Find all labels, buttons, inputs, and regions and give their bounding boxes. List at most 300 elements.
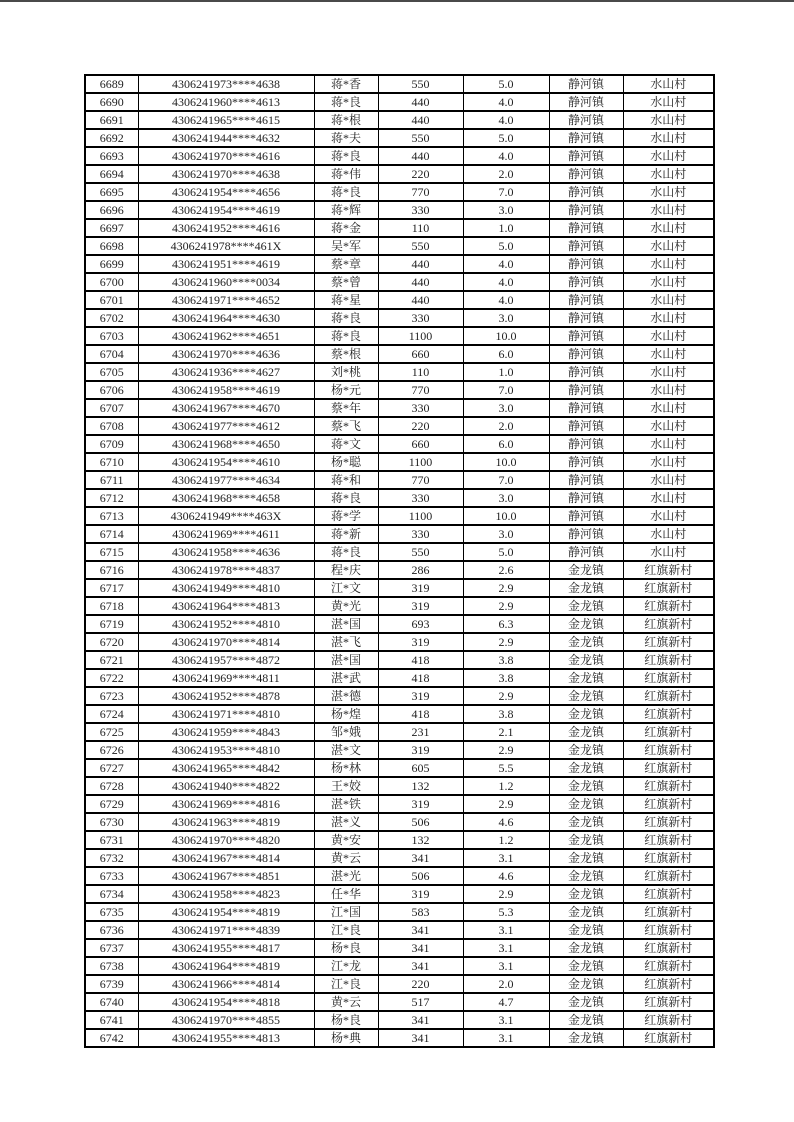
cell-id-number: 4306241967****4851 xyxy=(138,867,314,885)
cell-serial-number: 6730 xyxy=(85,813,138,831)
cell-amount: 440 xyxy=(378,291,463,309)
table-row xyxy=(85,111,714,129)
cell-amount: 330 xyxy=(378,399,463,417)
table-row xyxy=(85,867,714,885)
cell-village: 水山村 xyxy=(623,525,714,543)
table-row xyxy=(85,255,714,273)
cell-id-number: 4306241954****4818 xyxy=(138,993,314,1011)
cell-person-name: 蒋*良 xyxy=(314,309,378,327)
cell-village: 水山村 xyxy=(623,129,714,147)
cell-serial-number: 6729 xyxy=(85,795,138,813)
cell-village: 红旗新村 xyxy=(623,579,714,597)
cell-amount: 330 xyxy=(378,309,463,327)
cell-town: 静河镇 xyxy=(549,309,623,327)
table-row xyxy=(85,903,714,921)
cell-village: 红旗新村 xyxy=(623,903,714,921)
cell-id-number: 4306241977****4612 xyxy=(138,417,314,435)
cell-person-name: 黄*云 xyxy=(314,993,378,1011)
cell-person-name: 王*姣 xyxy=(314,777,378,795)
cell-id-number: 4306241964****4813 xyxy=(138,597,314,615)
table-row xyxy=(85,147,714,165)
cell-town: 金龙镇 xyxy=(549,939,623,957)
cell-amount: 506 xyxy=(378,867,463,885)
cell-village: 红旗新村 xyxy=(623,723,714,741)
cell-amount: 506 xyxy=(378,813,463,831)
cell-quantity: 3.0 xyxy=(463,201,549,219)
cell-village: 水山村 xyxy=(623,471,714,489)
cell-id-number: 4306241954****4619 xyxy=(138,201,314,219)
cell-village: 红旗新村 xyxy=(623,759,714,777)
cell-person-name: 蒋*根 xyxy=(314,111,378,129)
cell-quantity: 2.1 xyxy=(463,723,549,741)
cell-quantity: 3.0 xyxy=(463,309,549,327)
cell-village: 红旗新村 xyxy=(623,741,714,759)
cell-person-name: 黄*光 xyxy=(314,597,378,615)
cell-village: 红旗新村 xyxy=(623,615,714,633)
cell-serial-number: 6720 xyxy=(85,633,138,651)
cell-person-name: 蔡*曾 xyxy=(314,273,378,291)
cell-id-number: 4306241952****4810 xyxy=(138,615,314,633)
cell-person-name: 邹*娥 xyxy=(314,723,378,741)
cell-id-number: 4306241957****4872 xyxy=(138,651,314,669)
cell-town: 金龙镇 xyxy=(549,741,623,759)
cell-serial-number: 6691 xyxy=(85,111,138,129)
cell-town: 静河镇 xyxy=(549,507,623,525)
cell-person-name: 蒋*文 xyxy=(314,435,378,453)
table-row xyxy=(85,93,714,111)
cell-person-name: 蒋*学 xyxy=(314,507,378,525)
table-row xyxy=(85,795,714,813)
cell-person-name: 杨*典 xyxy=(314,1029,378,1047)
cell-serial-number: 6717 xyxy=(85,579,138,597)
cell-serial-number: 6689 xyxy=(85,75,138,93)
cell-serial-number: 6719 xyxy=(85,615,138,633)
cell-village: 水山村 xyxy=(623,435,714,453)
cell-amount: 319 xyxy=(378,687,463,705)
table-row xyxy=(85,417,714,435)
table-row xyxy=(85,525,714,543)
cell-person-name: 蔡*飞 xyxy=(314,417,378,435)
cell-serial-number: 6702 xyxy=(85,309,138,327)
cell-village: 红旗新村 xyxy=(623,1029,714,1047)
cell-person-name: 杨*煌 xyxy=(314,705,378,723)
cell-amount: 319 xyxy=(378,597,463,615)
cell-town: 静河镇 xyxy=(549,147,623,165)
cell-quantity: 6.0 xyxy=(463,345,549,363)
cell-quantity: 2.9 xyxy=(463,885,549,903)
cell-person-name: 湛*武 xyxy=(314,669,378,687)
cell-village: 红旗新村 xyxy=(623,885,714,903)
cell-serial-number: 6732 xyxy=(85,849,138,867)
cell-amount: 330 xyxy=(378,489,463,507)
cell-town: 静河镇 xyxy=(549,417,623,435)
cell-person-name: 黄*安 xyxy=(314,831,378,849)
cell-person-name: 江*龙 xyxy=(314,957,378,975)
cell-person-name: 湛*光 xyxy=(314,867,378,885)
cell-amount: 319 xyxy=(378,885,463,903)
cell-id-number: 4306241951****4619 xyxy=(138,255,314,273)
cell-person-name: 江*良 xyxy=(314,975,378,993)
cell-amount: 550 xyxy=(378,129,463,147)
cell-serial-number: 6725 xyxy=(85,723,138,741)
cell-id-number: 4306241949****4810 xyxy=(138,579,314,597)
cell-serial-number: 6721 xyxy=(85,651,138,669)
table-row xyxy=(85,651,714,669)
cell-id-number: 4306241978****461X xyxy=(138,237,314,255)
cell-amount: 341 xyxy=(378,1011,463,1029)
table-row xyxy=(85,237,714,255)
cell-quantity: 7.0 xyxy=(463,471,549,489)
cell-id-number: 4306241958****4636 xyxy=(138,543,314,561)
cell-quantity: 10.0 xyxy=(463,507,549,525)
table-row xyxy=(85,273,714,291)
cell-town: 金龙镇 xyxy=(549,1011,623,1029)
cell-town: 静河镇 xyxy=(549,93,623,111)
cell-town: 金龙镇 xyxy=(549,1029,623,1047)
cell-person-name: 蒋*良 xyxy=(314,543,378,561)
cell-quantity: 5.5 xyxy=(463,759,549,777)
cell-town: 静河镇 xyxy=(549,111,623,129)
cell-id-number: 4306241952****4616 xyxy=(138,219,314,237)
table-row xyxy=(85,201,714,219)
cell-person-name: 蒋*良 xyxy=(314,183,378,201)
cell-town: 金龙镇 xyxy=(549,705,623,723)
cell-amount: 110 xyxy=(378,363,463,381)
table-row xyxy=(85,327,714,345)
table-row xyxy=(85,687,714,705)
cell-id-number: 4306241959****4843 xyxy=(138,723,314,741)
cell-amount: 319 xyxy=(378,795,463,813)
cell-id-number: 4306241970****4636 xyxy=(138,345,314,363)
cell-serial-number: 6718 xyxy=(85,597,138,615)
cell-town: 金龙镇 xyxy=(549,597,623,615)
cell-id-number: 4306241971****4810 xyxy=(138,705,314,723)
cell-village: 水山村 xyxy=(623,111,714,129)
cell-village: 水山村 xyxy=(623,183,714,201)
cell-amount: 220 xyxy=(378,165,463,183)
cell-town: 金龙镇 xyxy=(549,759,623,777)
cell-serial-number: 6704 xyxy=(85,345,138,363)
cell-village: 水山村 xyxy=(623,345,714,363)
table-row xyxy=(85,921,714,939)
cell-village: 红旗新村 xyxy=(623,957,714,975)
cell-amount: 341 xyxy=(378,939,463,957)
cell-amount: 693 xyxy=(378,615,463,633)
cell-amount: 418 xyxy=(378,669,463,687)
cell-serial-number: 6711 xyxy=(85,471,138,489)
cell-serial-number: 6709 xyxy=(85,435,138,453)
cell-village: 水山村 xyxy=(623,201,714,219)
table-row xyxy=(85,939,714,957)
cell-town: 金龙镇 xyxy=(549,957,623,975)
cell-village: 水山村 xyxy=(623,453,714,471)
cell-village: 红旗新村 xyxy=(623,561,714,579)
cell-person-name: 黄*云 xyxy=(314,849,378,867)
cell-id-number: 4306241958****4823 xyxy=(138,885,314,903)
cell-serial-number: 6712 xyxy=(85,489,138,507)
table-row xyxy=(85,435,714,453)
cell-person-name: 蔡*年 xyxy=(314,399,378,417)
cell-town: 金龙镇 xyxy=(549,633,623,651)
cell-village: 红旗新村 xyxy=(623,813,714,831)
cell-quantity: 2.9 xyxy=(463,741,549,759)
cell-id-number: 4306241953****4810 xyxy=(138,741,314,759)
cell-id-number: 4306241978****4837 xyxy=(138,561,314,579)
cell-amount: 341 xyxy=(378,921,463,939)
cell-village: 水山村 xyxy=(623,237,714,255)
cell-quantity: 2.9 xyxy=(463,795,549,813)
cell-town: 金龙镇 xyxy=(549,975,623,993)
table-row xyxy=(85,705,714,723)
cell-id-number: 4306241967****4670 xyxy=(138,399,314,417)
cell-town: 金龙镇 xyxy=(549,903,623,921)
cell-id-number: 4306241965****4615 xyxy=(138,111,314,129)
cell-id-number: 4306241968****4658 xyxy=(138,489,314,507)
cell-amount: 440 xyxy=(378,273,463,291)
cell-town: 金龙镇 xyxy=(549,813,623,831)
cell-quantity: 1.0 xyxy=(463,219,549,237)
table-row xyxy=(85,471,714,489)
cell-quantity: 3.8 xyxy=(463,705,549,723)
cell-town: 静河镇 xyxy=(549,327,623,345)
cell-town: 静河镇 xyxy=(549,399,623,417)
cell-person-name: 湛*义 xyxy=(314,813,378,831)
cell-quantity: 1.2 xyxy=(463,777,549,795)
cell-town: 静河镇 xyxy=(549,75,623,93)
cell-id-number: 4306241977****4634 xyxy=(138,471,314,489)
cell-serial-number: 6716 xyxy=(85,561,138,579)
records-table-body xyxy=(85,75,714,1047)
cell-quantity: 5.0 xyxy=(463,75,549,93)
cell-amount: 132 xyxy=(378,777,463,795)
cell-serial-number: 6697 xyxy=(85,219,138,237)
cell-serial-number: 6741 xyxy=(85,1011,138,1029)
cell-serial-number: 6703 xyxy=(85,327,138,345)
cell-village: 水山村 xyxy=(623,417,714,435)
cell-town: 金龙镇 xyxy=(549,651,623,669)
table-row xyxy=(85,813,714,831)
cell-village: 水山村 xyxy=(623,381,714,399)
cell-quantity: 3.1 xyxy=(463,849,549,867)
cell-amount: 220 xyxy=(378,975,463,993)
cell-id-number: 4306241962****4651 xyxy=(138,327,314,345)
cell-amount: 319 xyxy=(378,579,463,597)
cell-serial-number: 6707 xyxy=(85,399,138,417)
table-row xyxy=(85,831,714,849)
cell-quantity: 3.0 xyxy=(463,489,549,507)
cell-village: 红旗新村 xyxy=(623,867,714,885)
cell-person-name: 湛*德 xyxy=(314,687,378,705)
table-row xyxy=(85,597,714,615)
table-row xyxy=(85,759,714,777)
cell-serial-number: 6701 xyxy=(85,291,138,309)
cell-quantity: 1.0 xyxy=(463,363,549,381)
table-row xyxy=(85,633,714,651)
cell-town: 静河镇 xyxy=(549,165,623,183)
cell-town: 金龙镇 xyxy=(549,723,623,741)
table-row xyxy=(85,381,714,399)
cell-person-name: 蒋*新 xyxy=(314,525,378,543)
cell-town: 静河镇 xyxy=(549,201,623,219)
cell-quantity: 4.0 xyxy=(463,147,549,165)
cell-person-name: 蒋*良 xyxy=(314,327,378,345)
cell-amount: 770 xyxy=(378,183,463,201)
cell-id-number: 4306241954****4819 xyxy=(138,903,314,921)
cell-person-name: 蒋*良 xyxy=(314,93,378,111)
cell-town: 金龙镇 xyxy=(549,831,623,849)
cell-quantity: 3.1 xyxy=(463,939,549,957)
cell-serial-number: 6731 xyxy=(85,831,138,849)
cell-serial-number: 6723 xyxy=(85,687,138,705)
cell-town: 金龙镇 xyxy=(549,777,623,795)
cell-quantity: 3.8 xyxy=(463,651,549,669)
table-row xyxy=(85,741,714,759)
cell-serial-number: 6698 xyxy=(85,237,138,255)
cell-town: 静河镇 xyxy=(549,345,623,363)
cell-amount: 341 xyxy=(378,1029,463,1047)
cell-person-name: 蒋*辉 xyxy=(314,201,378,219)
cell-village: 水山村 xyxy=(623,327,714,345)
table-row xyxy=(85,489,714,507)
cell-serial-number: 6740 xyxy=(85,993,138,1011)
cell-serial-number: 6715 xyxy=(85,543,138,561)
cell-amount: 319 xyxy=(378,741,463,759)
cell-id-number: 4306241970****4638 xyxy=(138,165,314,183)
table-row xyxy=(85,345,714,363)
cell-person-name: 蒋*良 xyxy=(314,489,378,507)
cell-serial-number: 6713 xyxy=(85,507,138,525)
cell-serial-number: 6706 xyxy=(85,381,138,399)
cell-amount: 418 xyxy=(378,705,463,723)
cell-person-name: 蒋*伟 xyxy=(314,165,378,183)
cell-id-number: 4306241963****4819 xyxy=(138,813,314,831)
cell-village: 红旗新村 xyxy=(623,777,714,795)
cell-serial-number: 6714 xyxy=(85,525,138,543)
cell-town: 静河镇 xyxy=(549,489,623,507)
cell-person-name: 杨*元 xyxy=(314,381,378,399)
cell-person-name: 蒋*香 xyxy=(314,75,378,93)
table-row xyxy=(85,561,714,579)
cell-quantity: 2.6 xyxy=(463,561,549,579)
table-row xyxy=(85,669,714,687)
cell-amount: 440 xyxy=(378,147,463,165)
cell-village: 红旗新村 xyxy=(623,1011,714,1029)
cell-amount: 330 xyxy=(378,201,463,219)
cell-quantity: 2.0 xyxy=(463,975,549,993)
cell-quantity: 6.0 xyxy=(463,435,549,453)
cell-id-number: 4306241971****4839 xyxy=(138,921,314,939)
cell-quantity: 4.6 xyxy=(463,813,549,831)
cell-village: 红旗新村 xyxy=(623,939,714,957)
cell-amount: 132 xyxy=(378,831,463,849)
cell-id-number: 4306241969****4811 xyxy=(138,669,314,687)
cell-village: 水山村 xyxy=(623,543,714,561)
cell-id-number: 4306241966****4814 xyxy=(138,975,314,993)
table-row xyxy=(85,1011,714,1029)
cell-serial-number: 6734 xyxy=(85,885,138,903)
table-row xyxy=(85,129,714,147)
cell-serial-number: 6710 xyxy=(85,453,138,471)
cell-village: 水山村 xyxy=(623,93,714,111)
table-row xyxy=(85,957,714,975)
table-row xyxy=(85,309,714,327)
cell-person-name: 蒋*星 xyxy=(314,291,378,309)
cell-town: 静河镇 xyxy=(549,471,623,489)
cell-id-number: 4306241970****4855 xyxy=(138,1011,314,1029)
cell-quantity: 3.1 xyxy=(463,1011,549,1029)
cell-quantity: 4.0 xyxy=(463,93,549,111)
cell-village: 水山村 xyxy=(623,507,714,525)
cell-id-number: 4306241970****4814 xyxy=(138,633,314,651)
cell-quantity: 10.0 xyxy=(463,327,549,345)
cell-amount: 770 xyxy=(378,381,463,399)
cell-town: 静河镇 xyxy=(549,435,623,453)
cell-id-number: 4306241944****4632 xyxy=(138,129,314,147)
cell-town: 金龙镇 xyxy=(549,561,623,579)
cell-town: 静河镇 xyxy=(549,291,623,309)
cell-town: 静河镇 xyxy=(549,219,623,237)
table-row xyxy=(85,75,714,93)
cell-quantity: 4.6 xyxy=(463,867,549,885)
cell-person-name: 江*文 xyxy=(314,579,378,597)
cell-amount: 440 xyxy=(378,255,463,273)
cell-quantity: 1.2 xyxy=(463,831,549,849)
cell-serial-number: 6728 xyxy=(85,777,138,795)
cell-id-number: 4306241969****4816 xyxy=(138,795,314,813)
cell-amount: 1100 xyxy=(378,507,463,525)
cell-quantity: 5.3 xyxy=(463,903,549,921)
cell-id-number: 4306241971****4652 xyxy=(138,291,314,309)
cell-serial-number: 6722 xyxy=(85,669,138,687)
cell-person-name: 江*国 xyxy=(314,903,378,921)
cell-person-name: 蒋*夫 xyxy=(314,129,378,147)
table-row xyxy=(85,993,714,1011)
cell-quantity: 4.7 xyxy=(463,993,549,1011)
cell-amount: 418 xyxy=(378,651,463,669)
cell-quantity: 7.0 xyxy=(463,381,549,399)
cell-town: 静河镇 xyxy=(549,525,623,543)
cell-town: 金龙镇 xyxy=(549,867,623,885)
cell-town: 静河镇 xyxy=(549,273,623,291)
cell-person-name: 杨*良 xyxy=(314,1011,378,1029)
cell-town: 静河镇 xyxy=(549,381,623,399)
table-row xyxy=(85,615,714,633)
cell-village: 水山村 xyxy=(623,489,714,507)
page-top-rule xyxy=(0,0,794,2)
cell-id-number: 4306241964****4819 xyxy=(138,957,314,975)
cell-town: 静河镇 xyxy=(549,183,623,201)
cell-serial-number: 6705 xyxy=(85,363,138,381)
cell-quantity: 4.0 xyxy=(463,111,549,129)
cell-serial-number: 6742 xyxy=(85,1029,138,1047)
cell-amount: 1100 xyxy=(378,327,463,345)
cell-quantity: 3.0 xyxy=(463,399,549,417)
cell-quantity: 2.9 xyxy=(463,597,549,615)
cell-serial-number: 6695 xyxy=(85,183,138,201)
cell-village: 水山村 xyxy=(623,363,714,381)
cell-serial-number: 6694 xyxy=(85,165,138,183)
cell-serial-number: 6693 xyxy=(85,147,138,165)
table-row xyxy=(85,579,714,597)
cell-amount: 770 xyxy=(378,471,463,489)
cell-quantity: 2.9 xyxy=(463,579,549,597)
cell-amount: 550 xyxy=(378,75,463,93)
cell-village: 水山村 xyxy=(623,291,714,309)
cell-id-number: 4306241970****4616 xyxy=(138,147,314,165)
table-row xyxy=(85,291,714,309)
table-row xyxy=(85,219,714,237)
cell-village: 红旗新村 xyxy=(623,921,714,939)
